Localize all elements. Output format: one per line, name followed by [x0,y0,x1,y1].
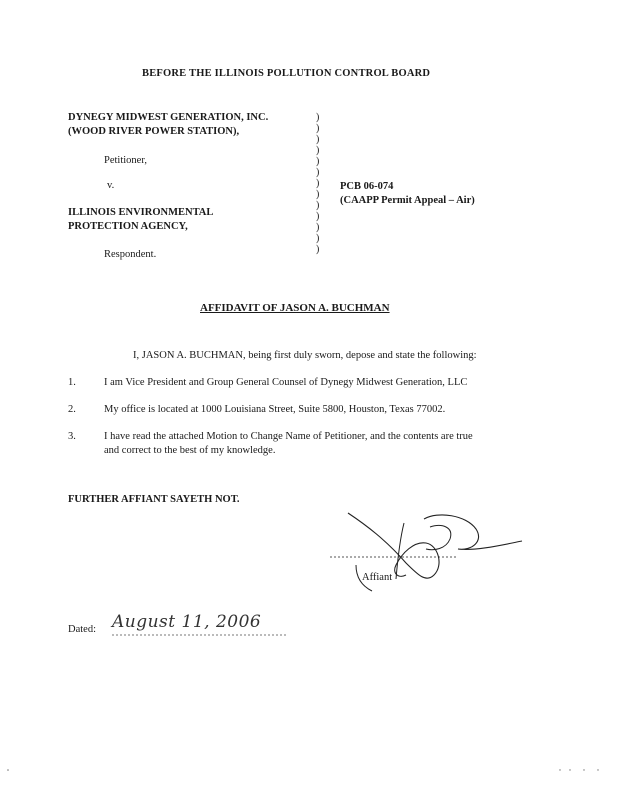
signature-label: Affiant [362,572,393,583]
item-text: I have read the attached Motion to Change Name of Petitioner, and the contents are true [104,431,473,442]
item-text-continued: and correct to the best of my knowledge. [104,445,276,456]
case-type: (CAAPP Permit Appeal – Air) [340,195,475,206]
dated-label: Dated: [68,624,96,635]
respondent-name-line1: ILLINOIS ENVIRONMENTAL [68,207,214,218]
versus: v. [107,180,115,191]
item-text: I am Vice President and Group General Counsel of Dynegy Midwest Generation, LLC [104,377,468,388]
item-number: 3. [68,431,76,442]
caption-brace: ) ) ) ) ) ) ) ) ) ) ) ) ) [316,112,320,255]
petitioner-name-line1: DYNEGY MIDWEST GENERATION, INC. [68,112,269,123]
item-number: 2. [68,404,76,415]
respondent-role: Respondent. [104,249,157,260]
respondent-name-line2: PROTECTION AGENCY, [68,221,188,232]
petitioner-name-line2: (WOOD RIVER POWER STATION), [68,126,240,137]
petitioner-role: Petitioner, [104,155,148,166]
item-text: My office is located at 1000 Louisiana Street, Suite 5800, Houston, Texas 77002. [104,404,446,415]
affidavit-title: AFFIDAVIT OF JASON A. BUCHMAN [200,302,390,314]
board-header: BEFORE THE ILLINOIS POLLUTION CONTROL BOARD [142,68,431,79]
dated-value: August 11, 2006 [112,612,262,632]
closing-statement: FURTHER AFFIANT SAYETH NOT. [68,494,240,505]
case-number: PCB 06-074 [340,181,394,192]
intro-statement: I, JASON A. BUCHMAN, being first duly sworn, depose and state the following: [133,350,477,361]
item-number: 1. [68,377,76,388]
